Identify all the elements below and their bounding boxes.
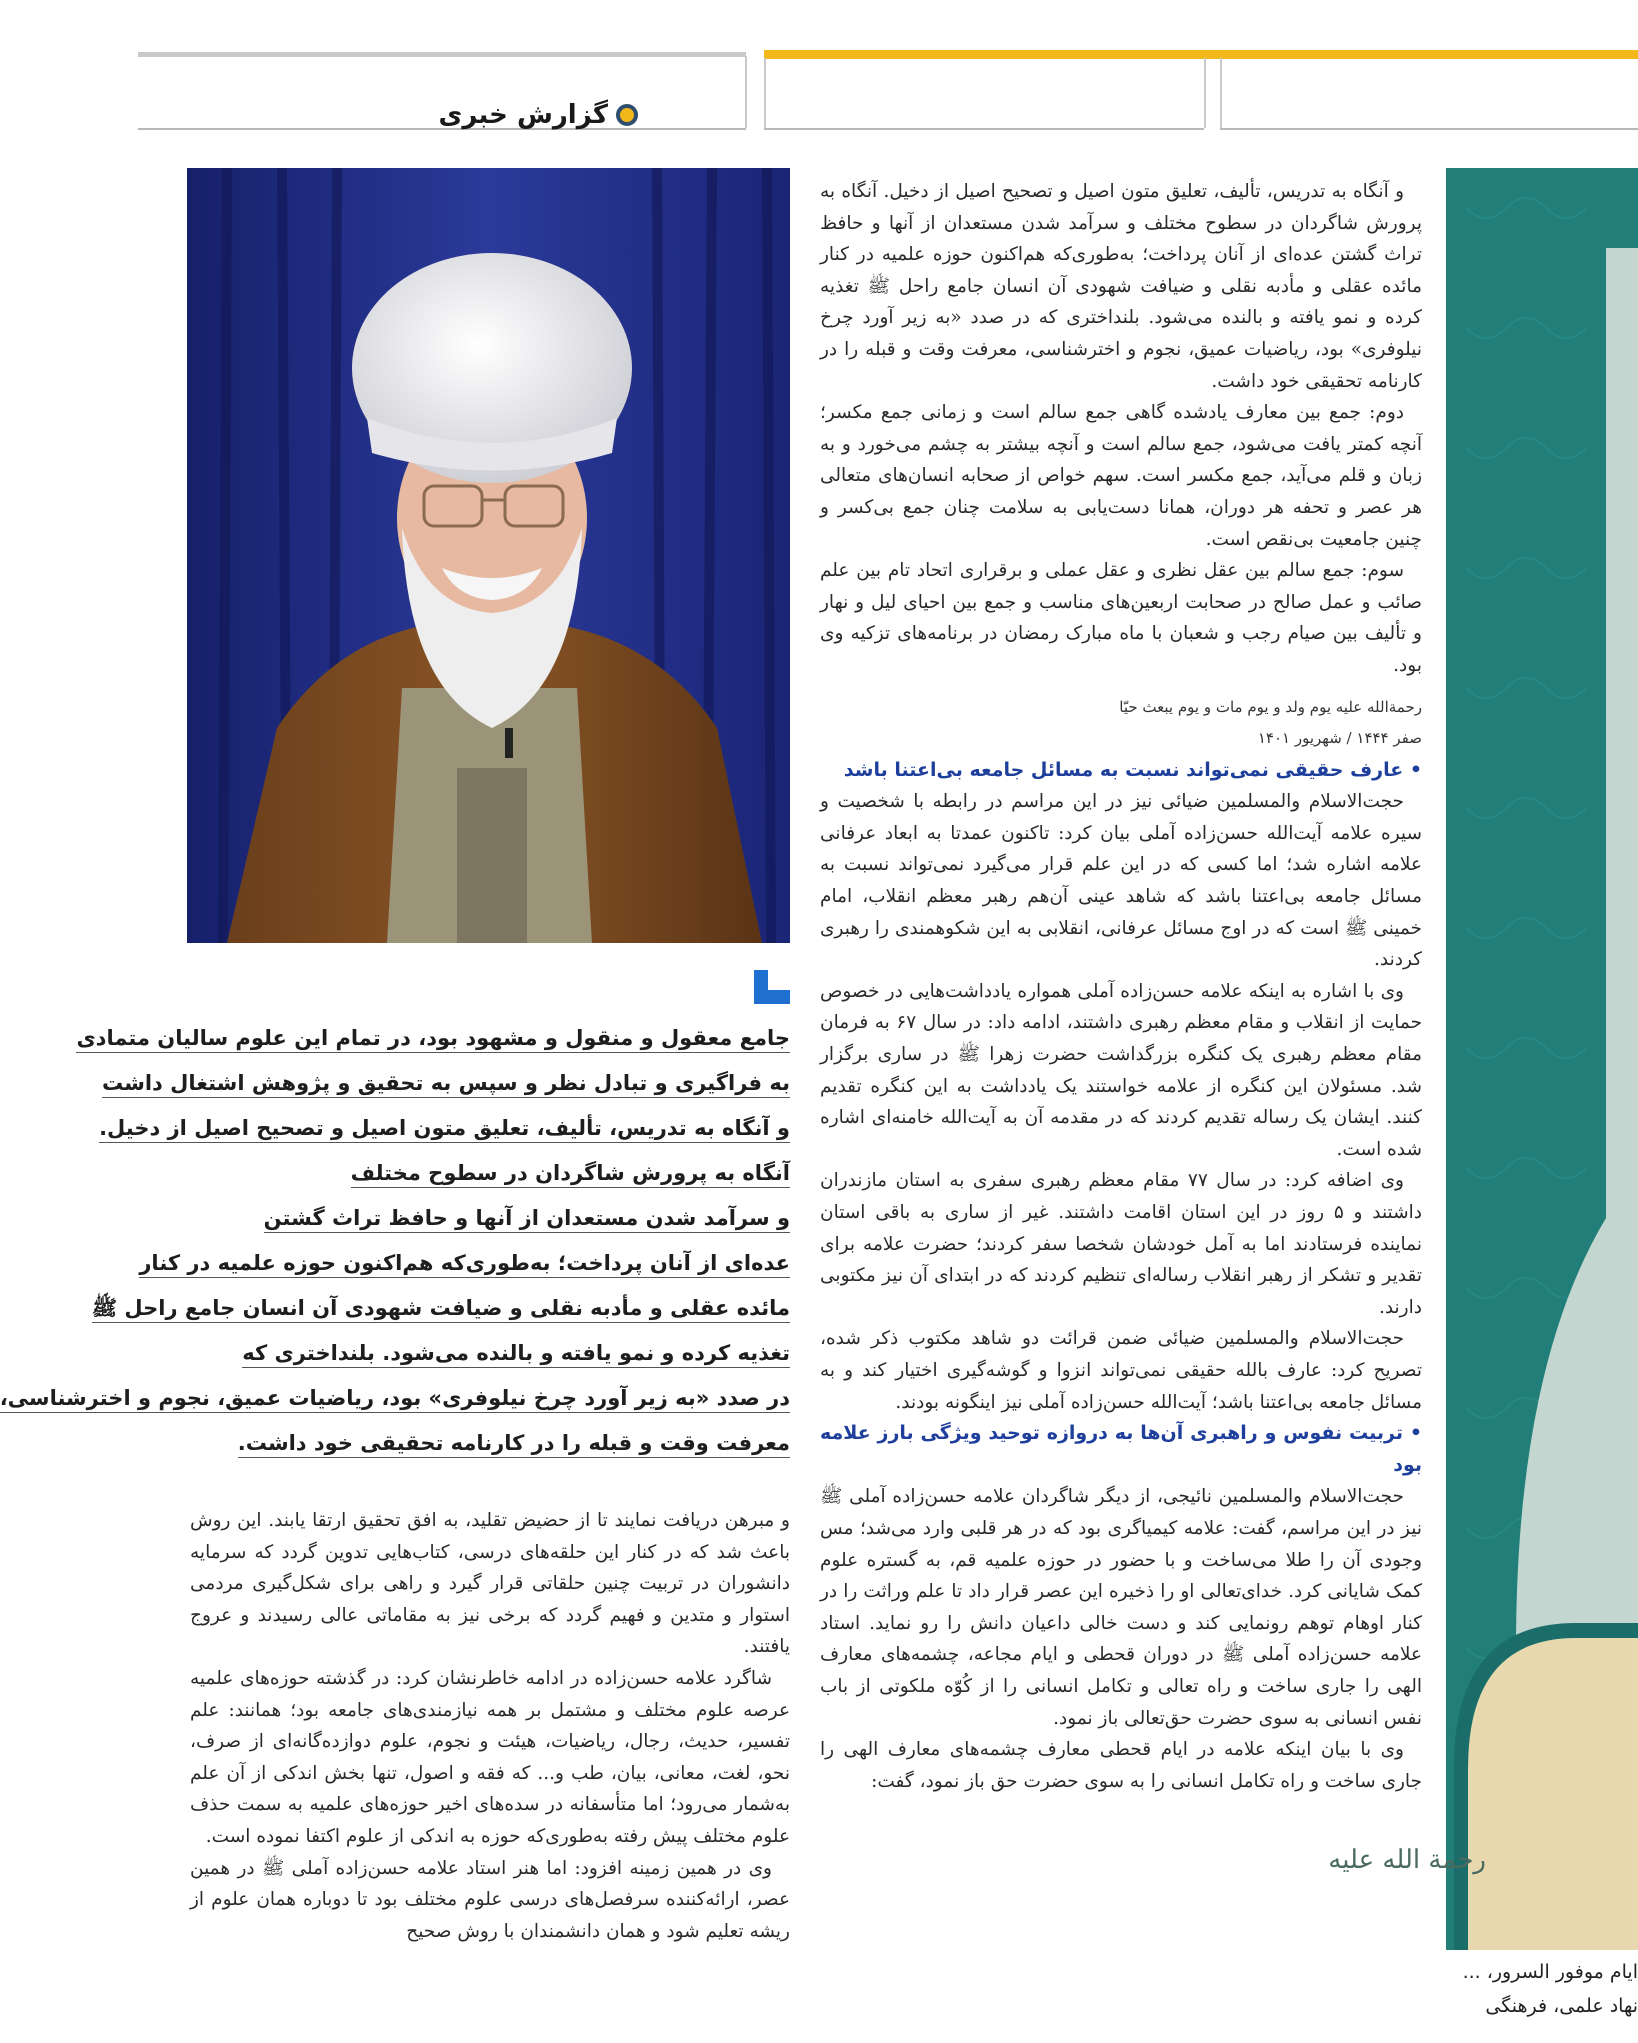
pull-quote-line: آنگاه به پرورش شاگردان در سطوح مختلف [140, 1151, 790, 1196]
side-banner-caption [1446, 1955, 1638, 2023]
paragraph: وی در همین زمینه افزود: اما هنر استاد علامه حسن‌زاده آملی ﷺ در همین عصر، ارائه‌کننده سرفصل‌های درسی علوم مختلف بود تا دوباره همان علوم از ریشه تعلیم شود و همان دانشمندان با روش صحیح [190, 1857, 790, 1942]
paragraph: حجت‌الاسلام والمسلمین ضیائی نیز در این مراسم در رابطه با شخصیت و سیره علامه آیت‌الله حسن‌زاده آملی بیان کرد: تاکنون عمدتا به ابعاد عرفانی علامه اشاره شد؛ اما کسی که در این علم قرار می‌گیرد نمی‌تواند نسبت به مسائل جامعه بی‌اعتنا باشد که شاهد عینی آن‌هم رهبر معظم انقلاب، امام خمینی ﷺ است که در اوج مسائل عرفانی، انقلابی به این شکوهمندی را رهبری کردند. [820, 791, 1422, 971]
paragraph: وی اضافه کرد: در سال ۷۷ مقام معظم رهبری سفری به استان مازندران داشتند و ۵ روز در این استان اقامت داشتند. غیر از ساری به باقی استان نماینده فرستادند اما به آمل خودشان شخصا سفر کردند؛ حضرت علامه برای تقدیر و تشکر از رهبر انقلاب رساله‌ای تنظیم کردند که در ابتدای آن نیز مکتوبی دارند. [820, 1170, 1422, 1318]
section-title-text: گزارش خبری [438, 100, 608, 130]
pull-quote-line: مائده عقلی و مأدبه نقلی و ضیافت شهودی آن انسان جامع راحل ﷺ [140, 1286, 790, 1331]
header-divider [764, 58, 766, 128]
subheading: • تربیت نفوس و راهبری آن‌ها به دروازه توحید ویژگی بارز علامه بود [820, 1422, 1422, 1476]
header-divider [1204, 58, 1206, 128]
pull-quote-line: به فراگیری و تبادل نظر و سپس به تحقیق و پژوهش اشتغال داشت [140, 1061, 790, 1106]
bullet-icon: • [1403, 1422, 1422, 1445]
paragraph: حجت‌الاسلام والمسلمین نائیجی، از دیگر شاگردان علامه حسن‌زاده آملی ﷺ نیز در این مراسم، گفت: علامه کیمیاگری بود که در هر قلبی وارد می‌شد؛ مس وجودی آن را طلا می‌ساخت و با حضور در حوزه علمیه قم، به گستره علوم کمک شایانی کرد. خدای‌تعالی او را ذخیره این عصر قرار داد تا علم وراثت را در کنار اوهام توهم رونمایی کند و دست خالی داعیان دانش را رو نماید. استاد علامه حسن‌زاده آملی ﷺ در دوران قحطی و ایام مجاعه، چشمه‌های معارف الهی را جاری ساخت و راه تعالی و تکامل انسانی را از کُوّه ملکوتی از باب نفس انسانی به سوی حضرت حق‌تعالی باز نمود. [820, 1486, 1422, 1729]
pull-quote-line: جامع معقول و منقول و مشهود بود، در تمام این علوم سالیان متمادی [140, 1016, 790, 1061]
header-divider [745, 56, 747, 128]
paragraph: دوم: جمع بین معارف یادشده گاهی جمع سالم است و زمانی جمع مکسر؛ آنچه کمتر یافت می‌شود، جمع سالم است و آنچه بیشتر به چشم می‌خورد و به زبان و قلم می‌آید، جمع مکسر است. سهم خواص از صحابه انسان‌های متعالی هر عصر و تحفه هر دوران، همانا دست‌یابی به سلامت چنان جمع بی‌کسر و چنین جامعیت بی‌نقص است. [820, 402, 1422, 550]
header-rule-gray [138, 52, 746, 57]
pull-quote [0, 1016, 790, 1466]
header-baseline [764, 128, 1204, 130]
date-line: صفر ۱۴۴۴ / شهریور ۱۴۰۱ [1257, 729, 1422, 748]
header-baseline [1220, 128, 1638, 130]
paragraph: شاگرد علامه حسن‌زاده در ادامه خاطرنشان کرد: در گذشته حوزه‌های علمیه عرصه علوم مختلف و مشتمل بر همه نیازمندی‌های جامعه بود؛ همانند: علم تفسیر، حدیث، رجال، ریاضیات، هیئت و نجوم، علوم دوازده‌گانه‌ای از صرف، نحو، لغت، معانی، بیان، طب و... که فقه و اصول، تنها بخش اندکی از آن علم به‌شمار می‌رود؛ اما متأسفانه در سده‌های اخیر حوزه‌های علمیه به سمت حذف علوم مختلف پیش رفته به‌طوری‌که حوزه به اندکی از علوم اکتفا نموده است. [190, 1667, 790, 1847]
quote-bracket-icon [754, 970, 790, 1004]
pull-quote-line: در صدد «به زیر آورد چرخ نیلوفری» بود، ریاضیات عمیق، نجوم و اخترشناسی، [140, 1376, 790, 1421]
paragraph: سوم: جمع سالم بین عقل نظری و عقل عملی و برقراری اتحاد تام بین علم صائب و عمل صالح در صحابت اربعین‌های مناسب و جمع بین احیای لیل و نهار و تألیف بین صیام رجب و شعبان با ماه مبارک رمضان در برنامه‌های تزکیه وی بود. [820, 560, 1422, 676]
paragraph: وی با اشاره به اینکه علامه حسن‌زاده آملی همواره یادداشت‌هایی در خصوص حمایت از انقلاب و مقام معظم رهبری داشتند، ادامه داد: در سال ۶۷ به فرمان مقام معظم رهبری یک کنگره بزرگداشت حضرت زهرا ﷺ در ساری برگزار شد. مسئولان این کنگره از علامه خواستند یک یادداشت به این کنگره تقدیم کنند. ایشان یک رساله تقدیم کردند که در مقدمه آن به آیت‌الله خامنه‌ای اشاره شده است. [820, 980, 1423, 1160]
pull-quote-line: و آنگاه به تدریس، تألیف، تعلیق متون اصیل و تصحیح اصیل از دخیل. [140, 1106, 790, 1151]
paragraph: حجت‌الاسلام والمسلمین ضیائی ضمن قرائت دو شاهد مکتوب ذکر شده، تصریح کرد: عارف بالله حقیقی نمی‌تواند انزوا و گوشه‌گیری اختیار کند و به مسائل جامعه بی‌اعتنا باشد؛ آیت‌الله حسن‌زاده آملی نیز اینگونه بودند. [820, 1328, 1422, 1413]
header-divider [1220, 58, 1222, 128]
portrait-photo [187, 168, 790, 943]
calligraphy-mark: رحمة الله علیه [1328, 1845, 1486, 1875]
caption-line: نهاد علمی، فرهنگی [1485, 1995, 1638, 2017]
paragraph: و آنگاه به تدریس، تألیف، تعلیق متون اصیل و تصحیح اصیل از دخیل. آنگاه به پرورش شاگردان در سطوح مختلف و سرآمد شدن مستعدان از آنها و حافظ تراث گشتن عده‌ای از آنان پرداخت؛ به‌طوری‌که هم‌اکنون حوزه علمیه در کنار مائده عقلی و مأدبه نقلی و ضیافت شهودی آن انسان جامع راحل ﷺ تغذیه کرده و نمو یافته و بالنده می‌شود. بلنداختری که در صدد «به زیر آورد چرخ نیلوفری» بود، ریاضیات عمیق، نجوم و اخترشناسی، معرفت وقت و قبله را در کارنامه تحقیقی خود داشت. [820, 181, 1422, 392]
paragraph: و مبرهن دریافت نمایند تا از حضیض تقلید، به افق تحقیق ارتقا یابند. این روش باعث شد که در کنار این حلقه‌های درسی، کتاب‌هایی تدوین گردد که سرمایه دانشوران در تربیت چنین حلقاتی قرار گیرد و راهی برای شکل‌گیری مردمی استوار و متدین و فهیم گردد که برخی نیز به مقاماتی عالی رسیدند و عروج یافتند. [190, 1510, 790, 1658]
header-rule-gold [764, 50, 1638, 59]
article-column-main [820, 176, 1422, 1797]
bullet-icon: • [1403, 758, 1422, 781]
pull-quote-line: عده‌ای از آنان پرداخت؛ به‌طوری‌که هم‌اکنون حوزه علمیه در کنار [140, 1241, 790, 1286]
caption-line: ایام موفور السرور، ... [1462, 1961, 1638, 1983]
pull-quote-line: و سرآمد شدن مستعدان از آنها و حافظ تراث گشتن [140, 1196, 790, 1241]
section-title [439, 100, 638, 130]
signature-line: رحمةالله علیه یوم ولد و یوم مات و یوم یبعث حیّا [1119, 697, 1422, 716]
pull-quote-line: تغذیه کرده و نمو یافته و بالنده می‌شود. بلنداختری که [140, 1331, 790, 1376]
paragraph: وی با بیان اینکه علامه در ایام قحطی معارف چشمه‌های معارف الهی را جاری ساخت و راه تکامل انسانی را به سوی حضرت حق باز نمود، گفت: [820, 1739, 1422, 1792]
article-column-secondary [190, 1505, 790, 1947]
subheading: • عارف حقیقی نمی‌تواند نسبت به مسائل جامعه بی‌اعتنا باشد [843, 758, 1422, 781]
section-dot-icon [616, 104, 638, 126]
pull-quote-line: معرفت وقت و قبله را در کارنامه تحقیقی خود داشت. [140, 1421, 790, 1466]
